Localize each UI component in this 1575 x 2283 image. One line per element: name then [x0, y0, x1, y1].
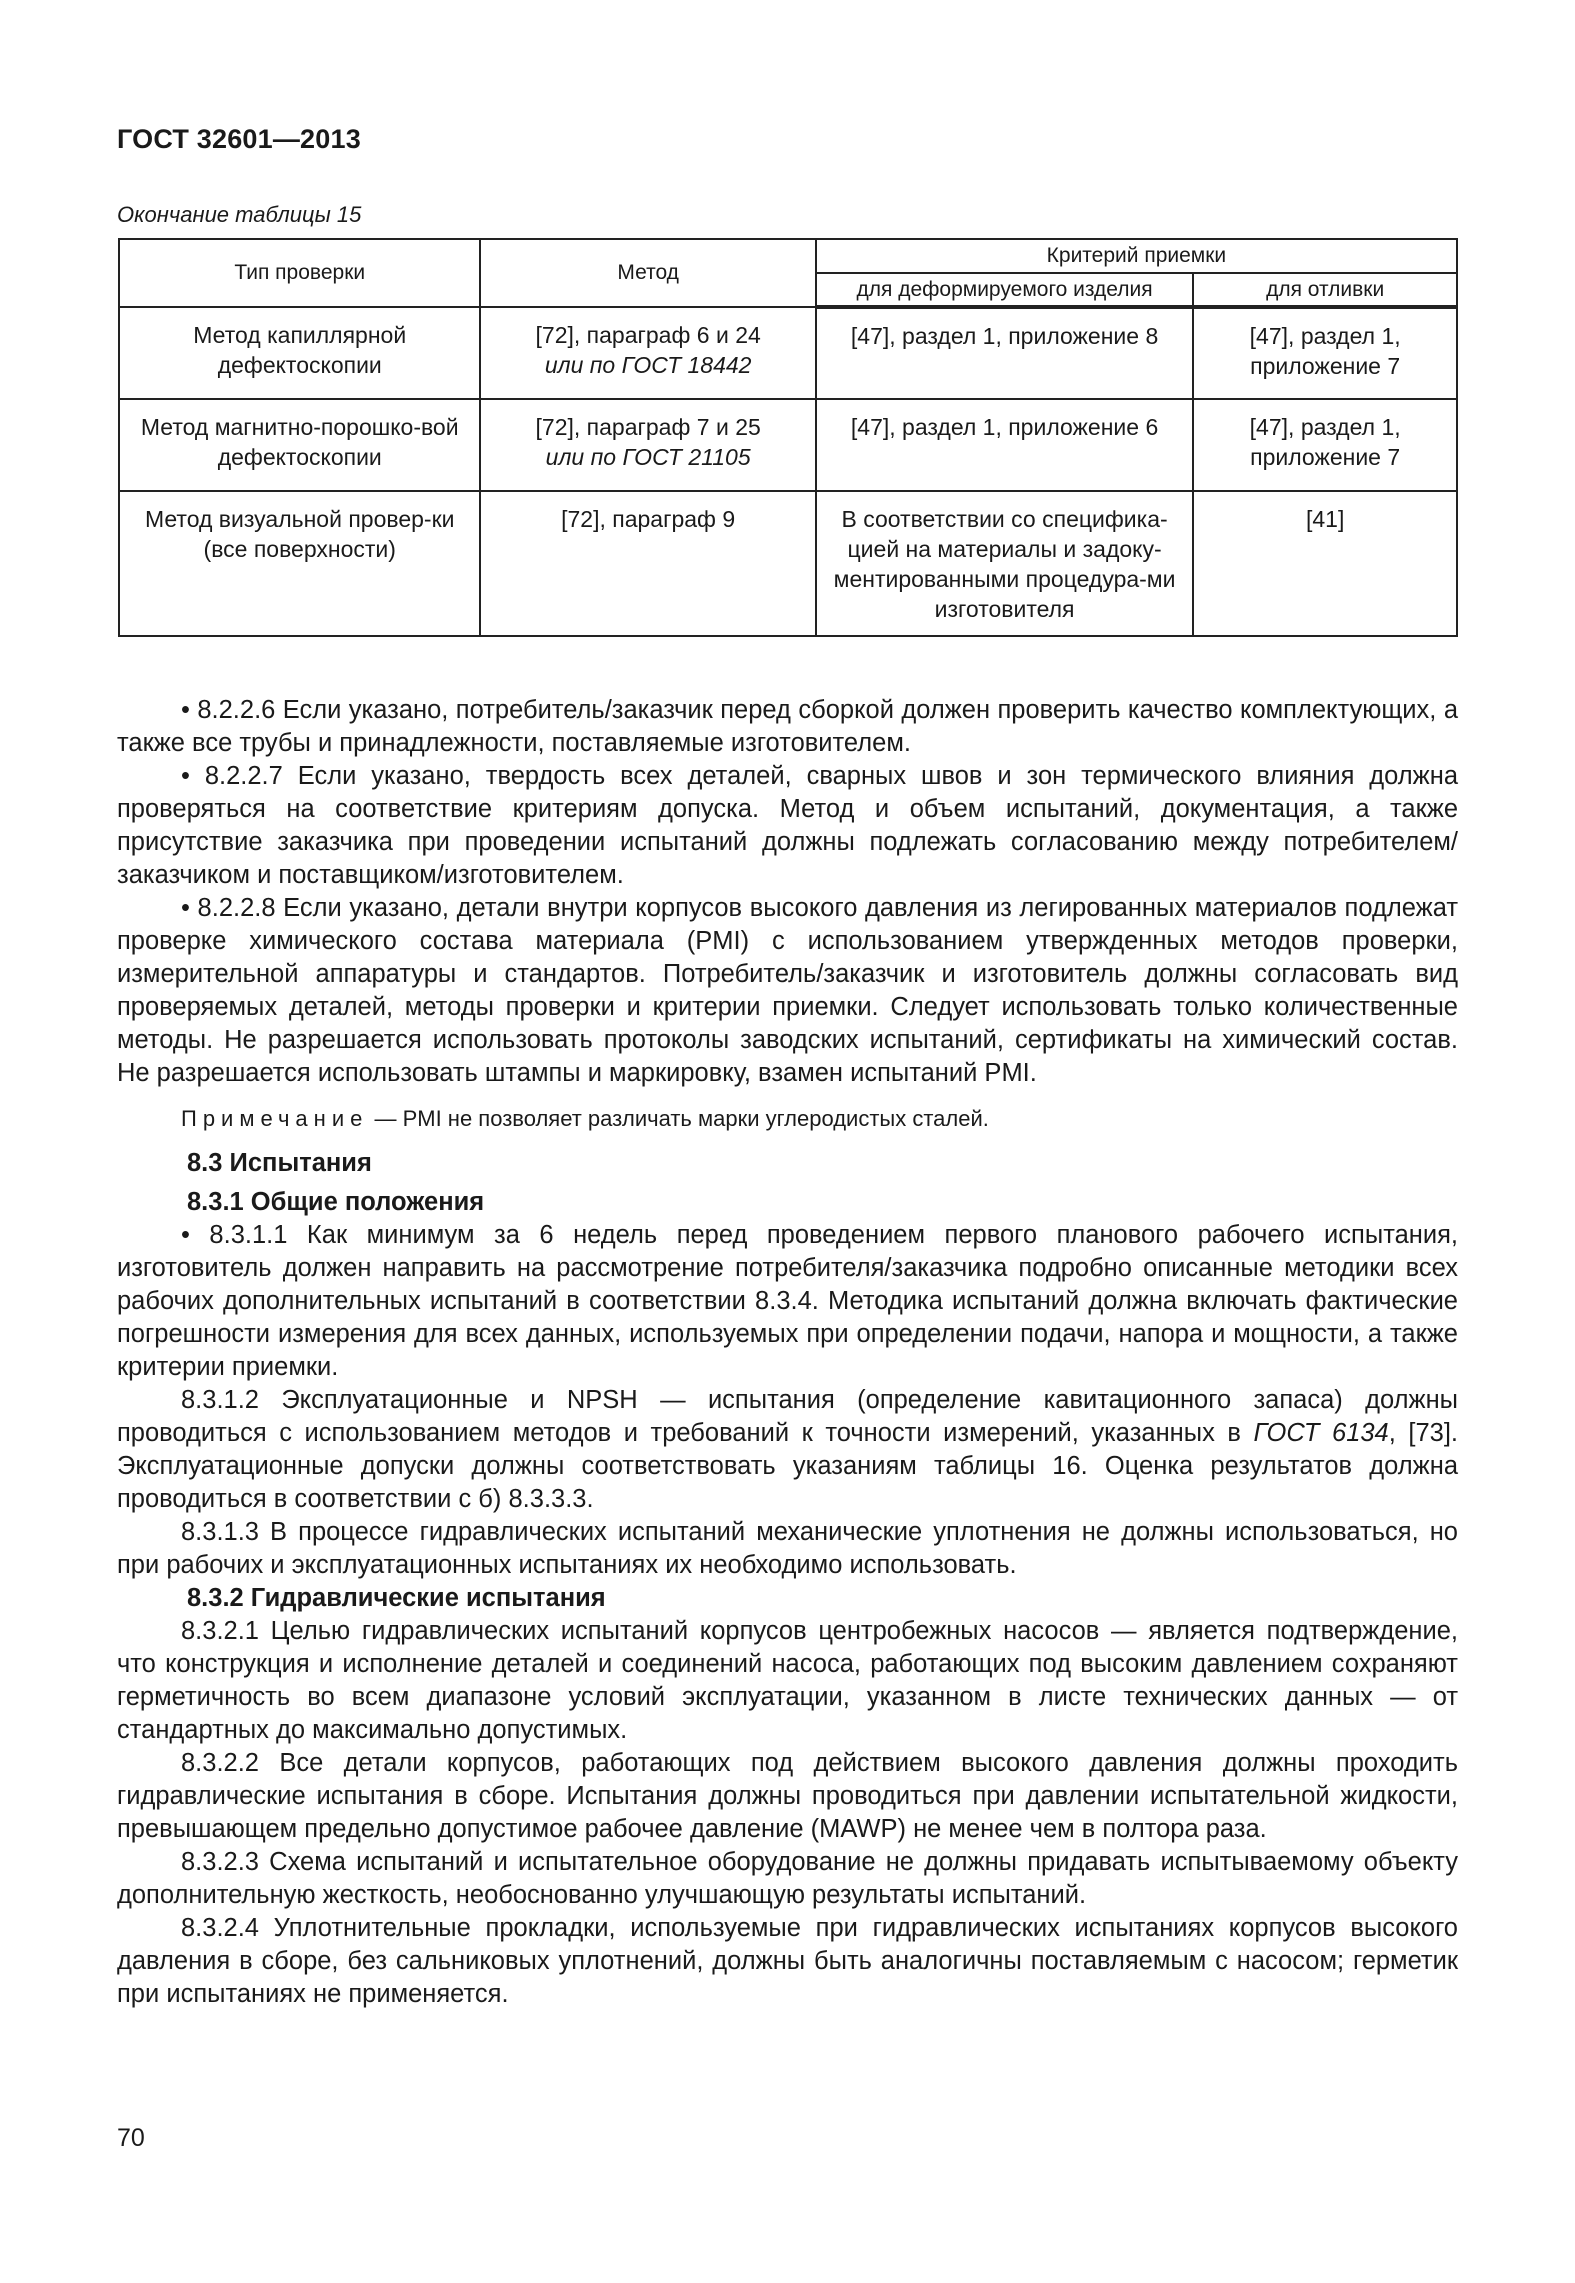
heading-8-3-2: 8.3.2 Гидравлические испытания — [187, 1584, 606, 1612]
heading-8-3-1: 8.3.1 Общие положения — [187, 1188, 485, 1216]
cell-type: Метод магнитно-порошко-вой дефектоскопии — [119, 399, 480, 491]
paragraph-8-3-1-1: • 8.3.1.1 Как минимум за 6 недель перед проведением первого планового рабочего испытания, изготовитель должен направить на рассмотрение потребителя/заказчика подробно описанные методики всех рабочих дополнительных испытаний в соответствии 8.3.4. Методика испытаний должна включать фактические погрешности измерения для всех данных, используемых при определении подачи, напора и мощности, а также критерии приемки. — [117, 1221, 1458, 1381]
cell-casting: [47], раздел 1, приложение 7 — [1193, 307, 1457, 399]
column-header-criteria: Критерий приемки — [816, 239, 1457, 273]
table-caption: Окончание таблицы 15 — [117, 202, 362, 227]
table-row — [119, 307, 1457, 399]
document-body — [117, 694, 1458, 2011]
heading-8-3: 8.3 Испытания — [187, 1149, 372, 1177]
note-text: — PMI не позволяет различать марки углеродистых сталей. — [368, 1106, 989, 1131]
cell-deformed: [47], раздел 1, приложение 6 — [816, 399, 1193, 491]
method-line: [72], параграф 7 и 25 — [535, 414, 761, 440]
method-line: [72], параграф 9 — [561, 506, 736, 532]
column-header-casting: для отливки — [1193, 273, 1457, 307]
method-standard: или по ГОСТ 21105 — [545, 444, 751, 470]
cell-method — [480, 307, 815, 399]
table-row — [119, 491, 1457, 636]
paragraph-8-3-2-4: 8.3.2.4 Уплотнительные прокладки, используемые при гидравлических испытаниях корпусов высокого давления в сборе, без сальниковых уплотнений, должны быть аналогичны поставляемым с насосом; герметик при испытаниях не применяется. — [117, 1914, 1458, 2008]
method-line: [72], параграф 6 и 24 — [535, 322, 761, 348]
column-header-deformed: для деформируемого изделия — [816, 273, 1193, 307]
paragraph-8-3-2-2: 8.3.2.2 Все детали корпусов, работающих под действием высокого давления должны проходить гидравлические испытания в сборе. Испытания должны проводиться при давлении испытательной жидкости, превышающем предельно допустимое рабочее давление (MAWP) не менее чем в полтора раза. — [117, 1749, 1458, 1843]
table-row — [119, 399, 1457, 491]
cell-method — [480, 399, 815, 491]
cell-casting: [41] — [1193, 491, 1457, 636]
cell-deformed: [47], раздел 1, приложение 8 — [816, 307, 1193, 399]
note — [117, 1102, 1458, 1135]
page-number: 70 — [117, 2124, 145, 2152]
note-label: Примечание — [181, 1106, 369, 1131]
paragraph-8-2-2-8: • 8.2.2.8 Если указано, детали внутри корпусов высокого давления из легированных материалов подлежат проверке химического состава материала (PMI) с использованием утвержденных методов проверки, измерительной аппаратуры и стандартов. Потребитель/заказчик и изготовитель должны согласовать вид проверяемых деталей, методы проверки и критерии приемки. Следует использовать только количественные методы. Не разрешается использовать протоколы заводских испытаний, сертификаты на химический состав. Не разрешается использовать штампы и маркировку, взамен испытаний PMI. — [117, 894, 1458, 1087]
paragraph-8-3-1-2-end: , [73]. Эксплуатационные допуски должны соответствовать указаниям таблицы 16. Оценка результатов должна проводиться в соответствии с б) 8.3.3.3. — [117, 1419, 1458, 1513]
document-header: ГОСТ 32601—2013 — [117, 124, 361, 154]
cell-method — [480, 491, 815, 636]
paragraph-8-2-2-7: • 8.2.2.7 Если указано, твердость всех деталей, сварных швов и зон термического влияния должна проверяться на соответствие критериям допуска. Метод и объем испытаний, документация, а также присутствие заказчика при проведении испытаний должны подлежать согласованию между потребителем/заказчиком и поставщиком/изготовителем. — [117, 762, 1458, 889]
paragraph-8-2-2-6: • 8.2.2.6 Если указано, потребитель/заказчик перед сборкой должен проверить качество комплектующих, а также все трубы и принадлежности, поставляемые изготовителем. — [117, 696, 1458, 757]
paragraph-8-3-1-2-start: 8.3.1.2 Эксплуатационные и NPSH — испытания (определение кавитационного запаса) должны проводиться с использованием методов и требований к точности измерений, указанных в — [117, 1386, 1458, 1447]
acceptance-criteria-table — [118, 238, 1458, 637]
paragraph-8-3-2-1: 8.3.2.1 Целью гидравлических испытаний корпусов центробежных насосов — является подтверждение, что конструкция и исполнение деталей и соединений насоса, работающих под высоким давлением сохраняют герметичность во всем диапазоне условий эксплуатации, указанном в листе технических данных — от стандартных до максимально допустимых. — [117, 1617, 1458, 1744]
column-header-type: Тип проверки — [119, 239, 480, 307]
cell-casting: [47], раздел 1, приложение 7 — [1193, 399, 1457, 491]
paragraph-8-3-1-2 — [117, 1384, 1458, 1516]
cell-type: Метод капиллярной дефектоскопии — [119, 307, 480, 399]
cell-type: Метод визуальной провер-ки (все поверхности) — [119, 491, 480, 636]
column-header-method: Метод — [480, 239, 815, 307]
cell-deformed: В соответствии со специфика-цией на материалы и задоку-ментированными процедура-ми изготовителя — [816, 491, 1193, 636]
paragraph-8-3-1-3: 8.3.1.3 В процессе гидравлических испытаний механические уплотнения не должны использоваться, но при рабочих и эксплуатационных испытаниях их необходимо использовать. — [117, 1518, 1458, 1579]
standard-reference: ГОСТ 6134 — [1253, 1419, 1389, 1447]
paragraph-8-3-2-3: 8.3.2.3 Схема испытаний и испытательное оборудование не должны придавать испытываемому объекту дополнительную жесткость, необоснованно улучшающую результаты испытаний. — [117, 1848, 1458, 1909]
method-standard: или по ГОСТ 18442 — [544, 352, 752, 378]
